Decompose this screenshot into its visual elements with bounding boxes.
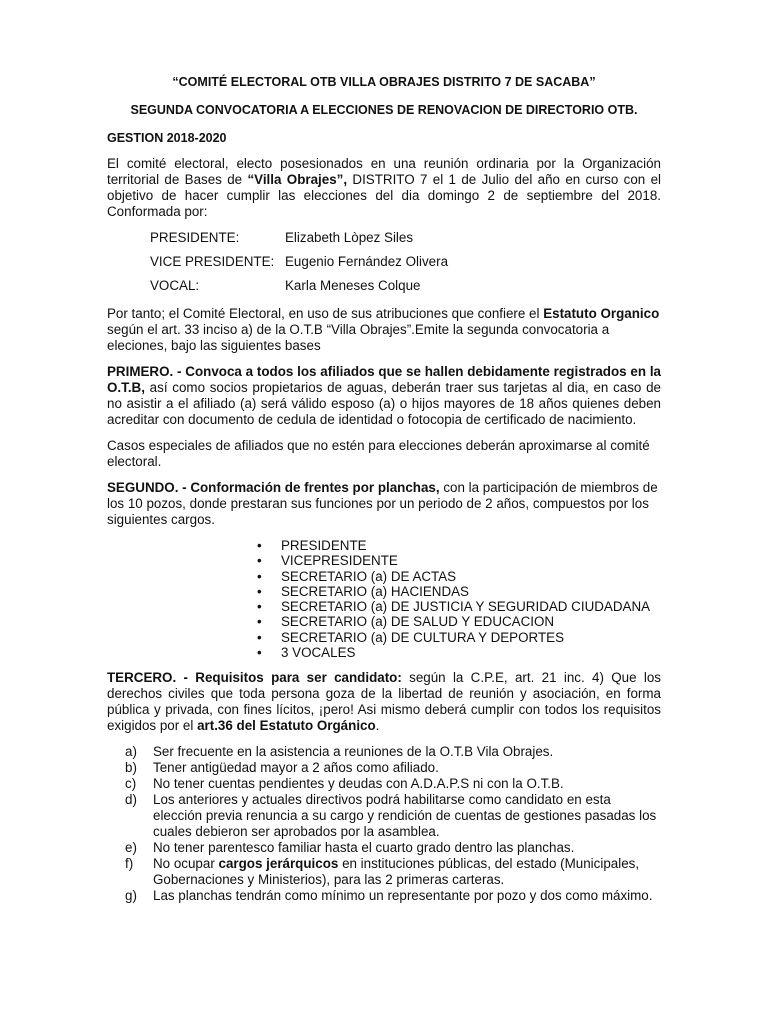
document-body (107, 74, 661, 904)
bullet-icon: • (257, 568, 262, 584)
list-item: d) Los anteriores y actuales directivos podrá habilitarse como candidato en esta elección previa renuncia a su cargo y rendición de cuentas de gestiones pasadas los cuales debieron ser aprobados por la asamblea. (125, 792, 657, 840)
list-item: • SECRETARIO (a) DE JUSTICIA Y SEGURIDAD CIUDADANA (257, 599, 651, 615)
list-item: f) No ocupar cargos jerárquicos en instituciones públicas, del estado (Municipales, Gobernaciones y Ministerios), para las 2 primeras carteras. (125, 856, 640, 888)
list-item: a) Ser frecuente en la asistencia a reuniones de la O.T.B Vila Obrajes. (125, 744, 554, 760)
committee-row (150, 278, 661, 294)
primero-paragraph: PRIMERO. - Convoca a todos los afiliados que se hallen debidamente registrados en la O.T.B, así como socios propietarios de aguas, deberán traer sus tarjetas al dia, en caso de no asistir a el afiliado (a) será válido esposo (a) o hijos mayores de 18 años quienes deben acreditar con documento de cedula de identidad o fotocopia de certificado de nacimiento. (107, 364, 661, 427)
list-item: • SECRETARIO (a) DE ACTAS (257, 568, 457, 584)
bullet-icon: • (257, 583, 262, 599)
list-item: • SECRETARIO (a) HACIENDAS (257, 583, 469, 599)
requisitos-list (107, 744, 661, 904)
list-item: • PRESIDENTE (257, 538, 367, 553)
segundo-paragraph: SEGUNDO. - Conformación de frentes por planchas, con la participación de miembros de los 10 pozos, donde prestaran sus funciones por un periodo de 2 años, compuestos por los siguientes cargos. (107, 480, 658, 527)
bullet-icon: • (257, 553, 262, 569)
bullet-icon: • (257, 538, 262, 553)
list-item: b) Tener antigüedad mayor a 2 años como afiliado. (125, 760, 439, 776)
bullet-icon: • (257, 645, 262, 661)
list-item: • SECRETARIO (a) DE SALUD Y EDUCACION (257, 614, 555, 630)
intro-paragraph: El comité electoral, electo posesionados en una reunión ordinaria por la Organización territorial de Bases de “Villa Obrajes”, DISTRITO 7 el 1 de Julio del año en curso con el objetivo de hacer cumplir las elecciones del dia domingo 2 de septiembre del 2018. Conformada por: (107, 156, 661, 219)
tercero-paragraph: TERCERO. - Requisitos para ser candidato: según la C.P.E, art. 21 inc. 4) Que los derechos civiles que toda persona goza de la libertad de reunión y asociación, en forma pública y privada, con fines lícitos, ¡pero! Asi mismo deberá cumplir con todos los requisitos exigidos por el art.36 del Estatuto Orgánico. (107, 670, 661, 734)
casos-paragraph: Casos especiales de afiliados que no estén para elecciones deberán aproximarse al comité electoral. (107, 438, 650, 469)
committee-name: Karla Meneses Colque (285, 278, 421, 293)
committee-role: PRESIDENTE: (150, 230, 240, 245)
gestion-label: GESTION 2018-2020 (107, 131, 227, 145)
list-item: • VICEPRESIDENTE (257, 553, 398, 569)
document-subtitle: SEGUNDA CONVOCATORIA A ELECCIONES DE RENOVACION DE DIRECTORIO OTB. (130, 103, 638, 117)
committee-row (150, 230, 661, 246)
committee-role: VOCAL: (150, 278, 200, 293)
committee-name: Eugenio Fernández Olivera (285, 254, 449, 269)
list-item: c) No tener cuentas pendientes y deudas con A.D.A.P.S ni con la O.T.B. (125, 776, 564, 792)
list-item: g) Las planchas tendrán como mínimo un representante por pozo y dos como máximo. (125, 888, 653, 904)
committee-role: VICE PRESIDENTE: (150, 254, 275, 269)
bullet-icon: • (257, 599, 262, 615)
list-item: • 3 VOCALES (257, 645, 356, 661)
committee-list (107, 230, 661, 294)
list-item: • SECRETARIO (a) DE CULTURA Y DEPORTES (257, 629, 564, 645)
committee-row (150, 254, 661, 270)
list-item: e) No tener parentesco familiar hasta el cuarto grado dentro las planchas. (125, 840, 575, 856)
portanto-paragraph: Por tanto; el Comité Electoral, en uso de sus atribuciones que confiere el Estatuto Organico según el art. 33 inciso a) de la O.T.B “Villa Obrajes”.Emite la segunda convocatoria a eleciones, bajo las siguientes bases (107, 306, 660, 353)
bullet-icon: • (257, 629, 262, 645)
document-title: “COMITÉ ELECTORAL OTB VILLA OBRAJES DISTRITO 7 DE SACABA” (172, 75, 596, 89)
bullet-icon: • (257, 614, 262, 630)
cargos-list (107, 538, 661, 660)
committee-name: Elizabeth Lòpez Siles (285, 230, 414, 245)
